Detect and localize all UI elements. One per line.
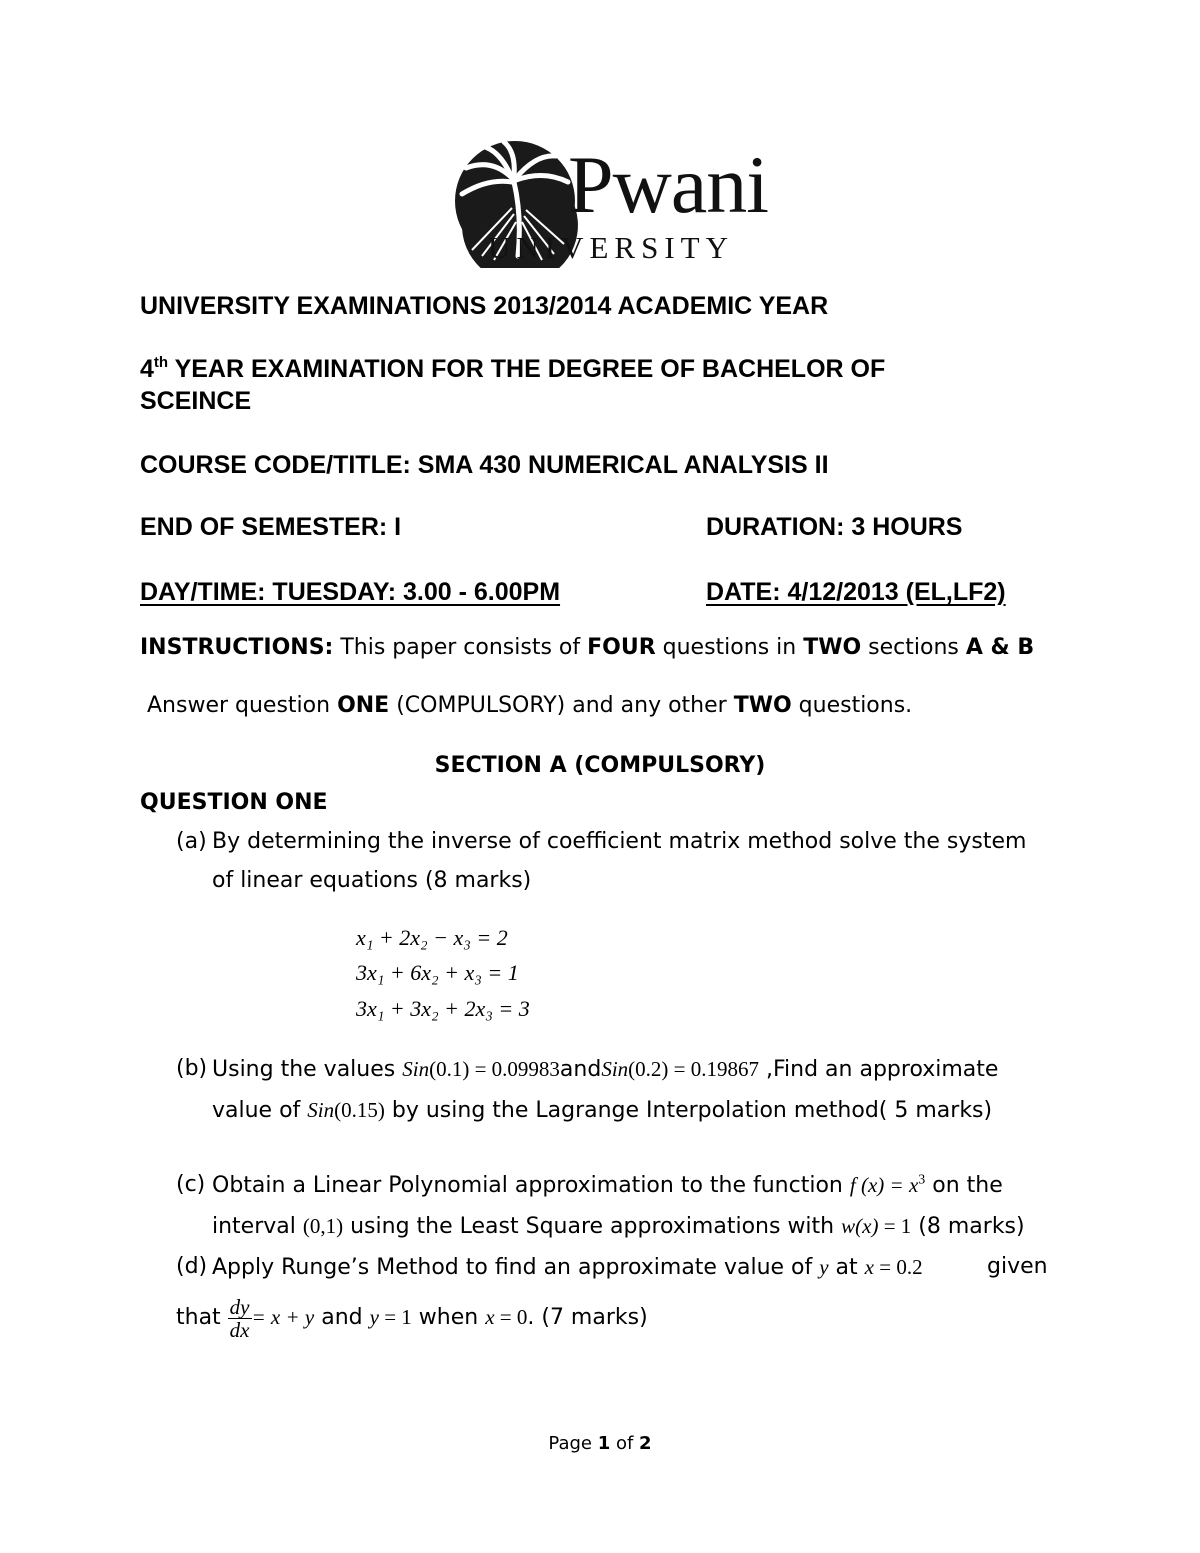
question-a-line-1: By determining the inverse of coefficient matrix method solve the system <box>212 829 1027 854</box>
equation-1 <box>356 920 508 956</box>
question-d-marks: . (7 marks) <box>527 1305 648 1330</box>
var-x: x <box>864 1255 874 1279</box>
logo-subtitle: UNIVERSITY <box>488 230 734 265</box>
question-d-given: given <box>987 1254 1048 1279</box>
question-a-label: (a) <box>176 829 207 854</box>
function-f: f (x) = x <box>849 1173 919 1197</box>
semester: END OF SEMESTER: I <box>140 513 402 541</box>
derivative-rhs: = x + y <box>251 1305 315 1329</box>
instructions-bold-1: FOUR <box>587 635 656 660</box>
duration: DURATION: 3 HOURS <box>706 513 963 541</box>
question-c-text-2: on the <box>925 1173 1003 1198</box>
answer-text-3: questions. <box>791 693 913 718</box>
question-a-line-2: of linear equations (8 marks) <box>212 868 532 893</box>
degree-line <box>140 354 885 385</box>
page-footer <box>0 1432 1200 1456</box>
question-d-line-2 <box>176 1293 648 1342</box>
question-b-text-3: value of <box>212 1098 308 1123</box>
sin-fn-3: Sin <box>307 1098 335 1122</box>
question-c-text-4: using the Least Square approximations with <box>343 1214 842 1239</box>
logo-name: Pwani <box>568 139 768 230</box>
course-title: COURSE CODE/TITLE: SMA 430 NUMERICAL ANALYSIS II <box>140 451 829 479</box>
equation-2 <box>356 955 519 991</box>
var-y: y <box>819 1255 829 1279</box>
derivative-fraction <box>228 1296 252 1341</box>
instructions-line <box>140 634 1034 662</box>
instructions-text-3: sections <box>861 635 966 660</box>
question-c-label: (c) <box>176 1172 206 1197</box>
answer-bold-2: TWO <box>733 693 792 718</box>
answer-text-2: (COMPULSORY) and any other <box>389 693 734 718</box>
question-b-label: (b) <box>176 1056 208 1081</box>
exam-date: DATE: 4/12/2013 (EL,LF2) <box>706 578 1006 606</box>
instructions-text-1: This paper consists of <box>333 635 588 660</box>
question-d-label: (d) <box>176 1254 208 1279</box>
day-time-text: DAY/TIME: TUESDAY: 3.00 - 6.00PM <box>140 578 561 606</box>
sin-value-1: (0.1) = 0.09983 <box>429 1057 560 1081</box>
x-value: = 0.2 <box>873 1255 923 1279</box>
weight-fn: w(x) <box>841 1214 879 1238</box>
equation-2-text: 3x₁ + 6x₂ + x₃ = 1 <box>356 960 519 985</box>
initial-x-value: = 0 <box>494 1305 528 1329</box>
question-c-line-2 <box>212 1212 1025 1241</box>
question-d-text-2: at <box>828 1255 865 1280</box>
degree-line-2: SCEINCE <box>140 387 252 415</box>
interval: (0,1) <box>302 1214 344 1238</box>
instructions-label: INSTRUCTIONS: <box>140 635 334 660</box>
day-time <box>140 577 706 608</box>
footer-text-1: Page <box>548 1433 598 1454</box>
question-d-text-3: that <box>176 1305 228 1330</box>
question-heading: QUESTION ONE <box>140 790 328 815</box>
question-b-and: and <box>559 1057 602 1082</box>
question-d-text-1: Apply Runge’s Method to find an approximate value of <box>212 1255 820 1280</box>
question-b-text-2: ,Find an approximate <box>759 1057 999 1082</box>
instructions-text-2: questions in <box>655 635 804 660</box>
footer-page-total: 2 <box>639 1433 652 1454</box>
sin-fn-1: Sin <box>402 1057 430 1081</box>
year-number: 4 <box>140 355 154 383</box>
exam-title: UNIVERSITY EXAMINATIONS 2013/2014 ACADEMIC YEAR <box>140 292 829 320</box>
sin-value-2: (0.2) = 0.19867 <box>628 1057 759 1081</box>
derivative-numerator: dy <box>229 1294 250 1319</box>
question-c-text-3: interval <box>212 1214 303 1239</box>
question-b-line-1 <box>212 1055 998 1084</box>
question-c-text-1: Obtain a Linear Polynomial approximation to the function <box>212 1173 850 1198</box>
footer-page-current: 1 <box>597 1433 611 1454</box>
question-d-text-4: and <box>314 1305 370 1330</box>
initial-y-value: = 1 <box>378 1305 412 1329</box>
instructions-bold-3: A & B <box>965 635 1035 660</box>
instructions-bold-2: TWO <box>803 635 862 660</box>
initial-y: y <box>369 1305 379 1329</box>
question-b-line-2 <box>212 1096 992 1125</box>
question-c-line-1 <box>212 1171 1003 1200</box>
answer-text-1: Answer question <box>147 693 338 718</box>
weight-value: = 1 <box>878 1214 912 1238</box>
university-logo <box>452 138 768 268</box>
equation-3-text: 3x₁ + 3x₂ + 2x₃ = 3 <box>356 996 530 1021</box>
section-heading: SECTION A (COMPULSORY) <box>434 753 766 778</box>
question-d-text-5: when <box>411 1305 486 1330</box>
sin-arg-3: (0.15) <box>334 1098 385 1122</box>
answer-instructions <box>147 692 912 720</box>
equation-3 <box>356 991 530 1027</box>
function-exponent: 3 <box>918 1172 926 1188</box>
derivative-denominator: dx <box>229 1317 250 1342</box>
initial-x: x <box>485 1305 495 1329</box>
footer-text-2: of <box>610 1433 640 1454</box>
equation-1-text: x₁ + 2x₂ − x₃ = 2 <box>356 925 508 950</box>
question-b-text-1: Using the values <box>212 1057 403 1082</box>
question-b-text-4: by using the Lagrange Interpolation method( 5 marks) <box>384 1098 993 1123</box>
question-c-marks: (8 marks) <box>911 1214 1025 1239</box>
sin-fn-2: Sin <box>601 1057 629 1081</box>
year-suffix: th <box>153 354 169 371</box>
degree-text: YEAR EXAMINATION FOR THE DEGREE OF BACHELOR OF <box>168 355 886 383</box>
question-d-line-1 <box>212 1253 923 1282</box>
answer-bold-1: ONE <box>337 693 390 718</box>
